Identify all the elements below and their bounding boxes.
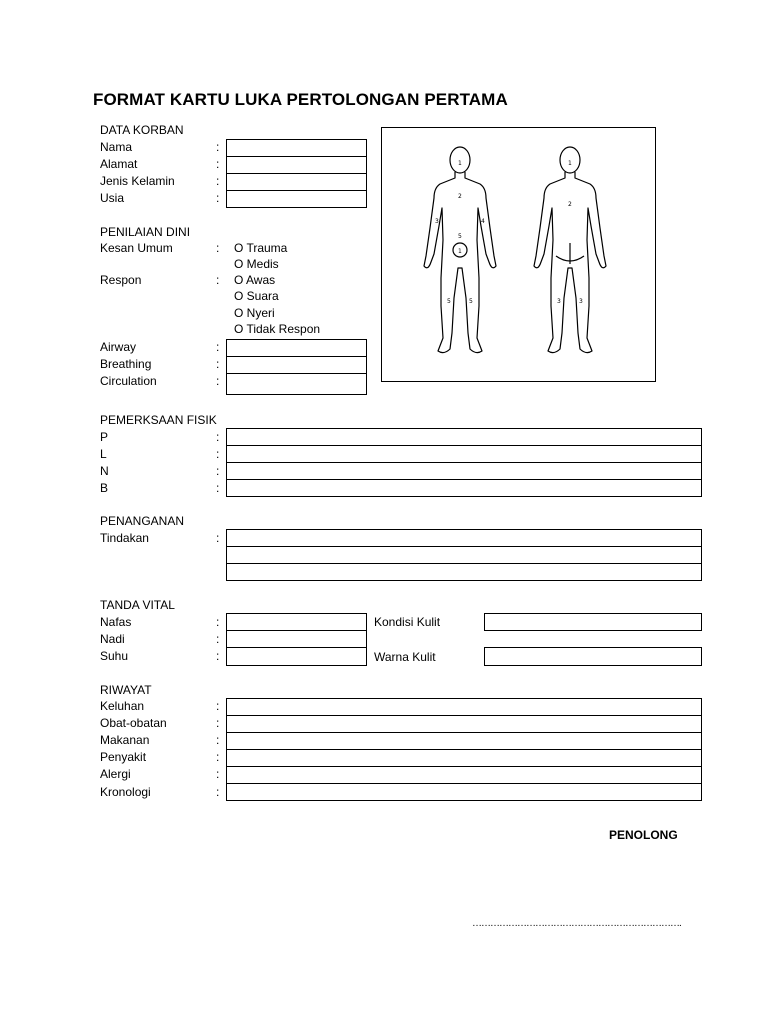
penolong-label: PENOLONG xyxy=(609,828,678,842)
section-heading-penanganan: PENANGANAN xyxy=(100,514,185,528)
label-n: N xyxy=(100,464,109,478)
front-mark: 3 xyxy=(435,218,439,225)
back-mark: 3 xyxy=(579,298,583,305)
label-alergi: Alergi xyxy=(100,767,131,781)
l-field[interactable] xyxy=(226,445,702,463)
keluhan-field[interactable] xyxy=(226,698,702,716)
tindakan-field-2[interactable] xyxy=(226,546,702,564)
label-respon: Respon xyxy=(100,273,142,287)
colon: : xyxy=(216,374,220,388)
front-mark: 5 xyxy=(458,233,462,240)
section-heading-pemeriksaan-fisik: PEMERKSAAN FISIK xyxy=(100,413,217,427)
label-kondisi-kulit: Kondisi Kulit xyxy=(374,615,441,629)
option-nyeri[interactable]: O Nyeri xyxy=(234,306,275,320)
label-airway: Airway xyxy=(100,340,137,354)
front-mark: 5 xyxy=(447,298,451,305)
colon: : xyxy=(216,191,220,205)
colon: : xyxy=(216,464,220,478)
colon: : xyxy=(216,174,220,188)
option-tidak-respon[interactable]: O Tidak Respon xyxy=(234,322,321,336)
front-mark: 5 xyxy=(469,298,473,305)
colon: : xyxy=(216,140,220,154)
tindakan-field-3[interactable] xyxy=(226,563,702,581)
label-usia: Usia xyxy=(100,191,125,205)
option-medis[interactable]: O Medis xyxy=(234,257,279,271)
circulation-field[interactable] xyxy=(226,373,367,395)
label-warna-kulit: Warna Kulit xyxy=(374,650,436,664)
label-circulation: Circulation xyxy=(100,374,157,388)
colon: : xyxy=(216,273,220,287)
option-awas[interactable]: O Awas xyxy=(234,273,276,287)
section-heading-riwayat: RIWAYAT xyxy=(100,683,152,697)
front-mark: 1 xyxy=(458,248,462,255)
colon: : xyxy=(216,531,220,545)
front-mark: 2 xyxy=(458,193,462,200)
colon: : xyxy=(216,733,220,747)
back-mark: 1 xyxy=(568,160,572,167)
makanan-field[interactable] xyxy=(226,732,702,750)
back-mark: 3 xyxy=(557,298,561,305)
colon: : xyxy=(216,157,220,171)
nafas-field[interactable] xyxy=(226,613,367,631)
label-kesan-umum: Kesan Umum xyxy=(100,241,173,255)
colon: : xyxy=(216,241,220,255)
colon: : xyxy=(216,649,220,663)
section-heading-tanda-vital: TANDA VITAL xyxy=(100,598,175,612)
jenis-kelamin-field[interactable] xyxy=(226,173,367,191)
colon: : xyxy=(216,430,220,444)
label-alamat: Alamat xyxy=(100,157,138,171)
label-nama: Nama xyxy=(100,140,133,154)
colon: : xyxy=(216,615,220,629)
colon: : xyxy=(216,357,220,371)
airway-field[interactable] xyxy=(226,339,367,357)
b-field[interactable] xyxy=(226,479,702,497)
label-makanan: Makanan xyxy=(100,733,150,747)
label-suhu: Suhu xyxy=(100,649,129,663)
label-penyakit: Penyakit xyxy=(100,750,147,764)
option-suara[interactable]: O Suara xyxy=(234,289,279,303)
label-p: P xyxy=(100,430,109,444)
front-mark: 4 xyxy=(481,218,485,225)
kronologi-field[interactable] xyxy=(226,783,702,801)
colon: : xyxy=(216,785,220,799)
label-tindakan: Tindakan xyxy=(100,531,149,545)
label-nadi: Nadi xyxy=(100,632,125,646)
colon: : xyxy=(216,447,220,461)
section-heading-data-korban: DATA KORBAN xyxy=(100,123,184,137)
colon: : xyxy=(216,716,220,730)
alamat-field[interactable] xyxy=(226,156,367,174)
label-obat-obatan: Obat-obatan xyxy=(100,716,167,730)
label-b: B xyxy=(100,481,109,495)
n-field[interactable] xyxy=(226,462,702,480)
p-field[interactable] xyxy=(226,428,702,446)
label-nafas: Nafas xyxy=(100,615,132,629)
front-mark: 1 xyxy=(458,160,462,167)
label-jenis-kelamin: Jenis Kelamin xyxy=(100,174,175,188)
colon: : xyxy=(216,767,220,781)
breathing-field[interactable] xyxy=(226,356,367,374)
colon: : xyxy=(216,340,220,354)
colon: : xyxy=(216,481,220,495)
option-trauma[interactable]: O Trauma xyxy=(234,241,288,255)
colon: : xyxy=(216,699,220,713)
obat-obatan-field[interactable] xyxy=(226,715,702,733)
tindakan-field-1[interactable] xyxy=(226,529,702,547)
colon: : xyxy=(216,632,220,646)
kondisi-kulit-field[interactable] xyxy=(484,613,702,631)
nama-field[interactable] xyxy=(226,139,367,157)
usia-field[interactable] xyxy=(226,190,367,208)
body-diagram-icon xyxy=(382,128,655,381)
penyakit-field[interactable] xyxy=(226,749,702,767)
back-mark: 2 xyxy=(568,201,572,208)
nadi-field[interactable] xyxy=(226,630,367,648)
label-keluhan: Keluhan xyxy=(100,699,145,713)
colon: : xyxy=(216,750,220,764)
signature-line[interactable]: ……………………………………………………………. xyxy=(472,918,681,929)
page-title: FORMAT KARTU LUKA PERTOLONGAN PERTAMA xyxy=(93,90,508,109)
suhu-field[interactable] xyxy=(226,647,367,666)
label-breathing: Breathing xyxy=(100,357,152,371)
alergi-field[interactable] xyxy=(226,766,702,784)
body-chart xyxy=(381,127,656,382)
section-heading-penilaian-dini: PENILAIAN DINI xyxy=(100,225,191,239)
label-kronologi: Kronologi xyxy=(100,785,151,799)
warna-kulit-field[interactable] xyxy=(484,647,702,666)
label-l: L xyxy=(100,447,107,461)
